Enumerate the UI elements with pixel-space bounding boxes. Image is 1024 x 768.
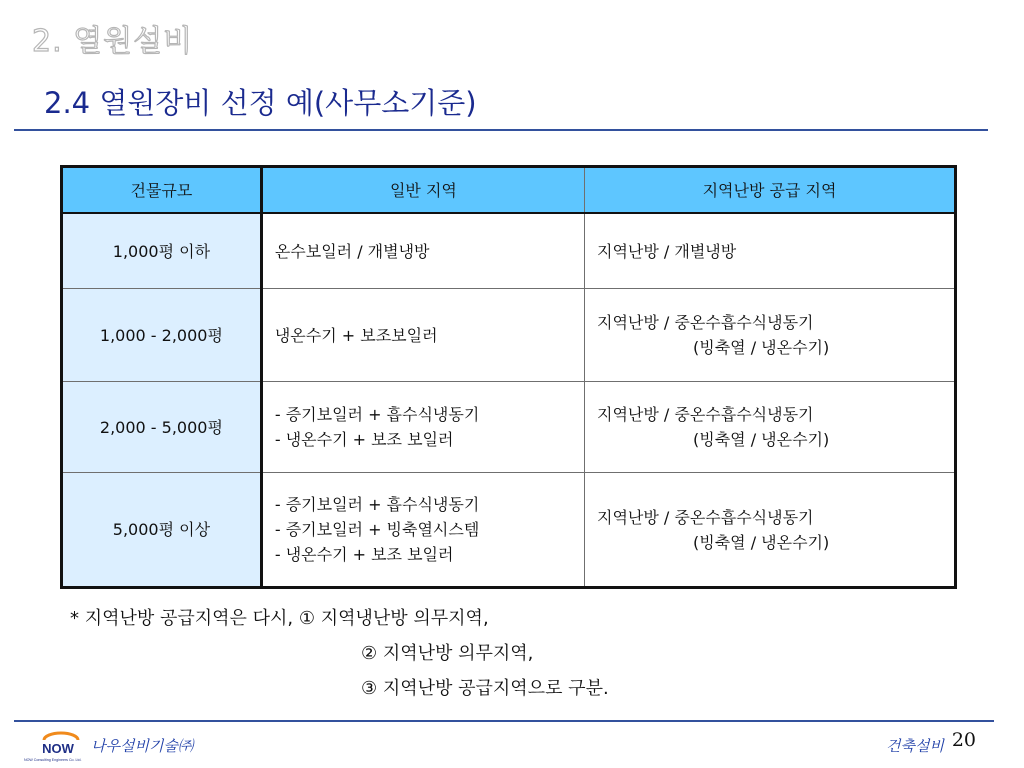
- cell-line: 지역난방 / 중온수흡수식냉동기: [597, 507, 814, 527]
- cell-line: 지역난방 / 중온수흡수식냉동기: [597, 313, 814, 332]
- cell-line: 온수보일러 / 개별냉방: [274, 241, 430, 261]
- company-logo: [24, 730, 100, 764]
- district-heating-cell: [585, 289, 956, 382]
- note-line: * 지역난방 공급지역은 다시, ① 지역냉난방 의무지역,: [70, 608, 489, 629]
- cell-line: (빙축열 / 냉온수기): [693, 338, 830, 357]
- cell-line: 지역난방 / 중온수흡수식냉동기: [597, 405, 814, 424]
- equipment-selection-table: [60, 165, 957, 589]
- district-heating-cell: [585, 473, 956, 588]
- general-area-cell: [261, 213, 584, 289]
- classification-note: [70, 604, 609, 709]
- cell-line: - 냉온수기 + 보조 보일러: [274, 545, 454, 564]
- cell-line: - 증기보일러 + 흡수식냉동기: [274, 495, 480, 514]
- company-name: 나우설비기술㈜: [91, 737, 193, 755]
- cell-line: - 증기보일러 + 흡수식냉동기: [274, 405, 480, 424]
- cell-line: 지역난방 / 개별냉방: [597, 241, 737, 261]
- table-row: [62, 213, 956, 289]
- note-line: ② 지역난방 의무지역,: [361, 643, 534, 664]
- logo-wordmark: NOW: [42, 741, 74, 756]
- building-size-cell: 1,000평 이하: [62, 213, 262, 289]
- cell-line: (빙축열 / 냉온수기): [693, 430, 830, 449]
- table-row: [62, 382, 956, 473]
- general-area-cell: [261, 473, 584, 588]
- building-size-cell: 2,000 - 5,000평: [62, 382, 262, 473]
- cell-line: 냉온수기 + 보조보일러: [274, 325, 438, 345]
- column-header-district-heating-area: 지역난방 공급 지역: [585, 167, 956, 214]
- page-number: 20: [951, 729, 976, 751]
- column-header-general-area: 일반 지역: [261, 167, 584, 214]
- table-header-row: [62, 167, 956, 214]
- general-area-cell: [261, 382, 584, 473]
- footer-divider: [14, 720, 994, 722]
- building-size-cell: 5,000평 이상: [62, 473, 262, 588]
- page-title: 2.4 열원장비 선정 예(사무소기준): [44, 86, 477, 120]
- general-area-cell: [261, 289, 584, 382]
- cell-line: - 증기보일러 + 빙축열시스템: [274, 520, 480, 539]
- note-line: ③ 지역난방 공급지역으로 구분.: [361, 678, 609, 699]
- district-heating-cell: [585, 213, 956, 289]
- section-title: 2. 열원설비: [32, 24, 194, 59]
- building-size-cell: 1,000 - 2,000평: [62, 289, 262, 382]
- column-header-building-size: 건물규모: [62, 167, 262, 214]
- table-row: [62, 289, 956, 382]
- cell-line: - 냉온수기 + 보조 보일러: [274, 430, 454, 449]
- table-row: [62, 473, 956, 588]
- logo-subtext: NOW Consulting Engineers Co. Ltd.: [24, 758, 82, 762]
- cell-line: (빙축열 / 냉온수기): [693, 532, 830, 552]
- footer-category: 건축설비: [886, 737, 944, 755]
- header-divider: [14, 129, 988, 131]
- district-heating-cell: [585, 382, 956, 473]
